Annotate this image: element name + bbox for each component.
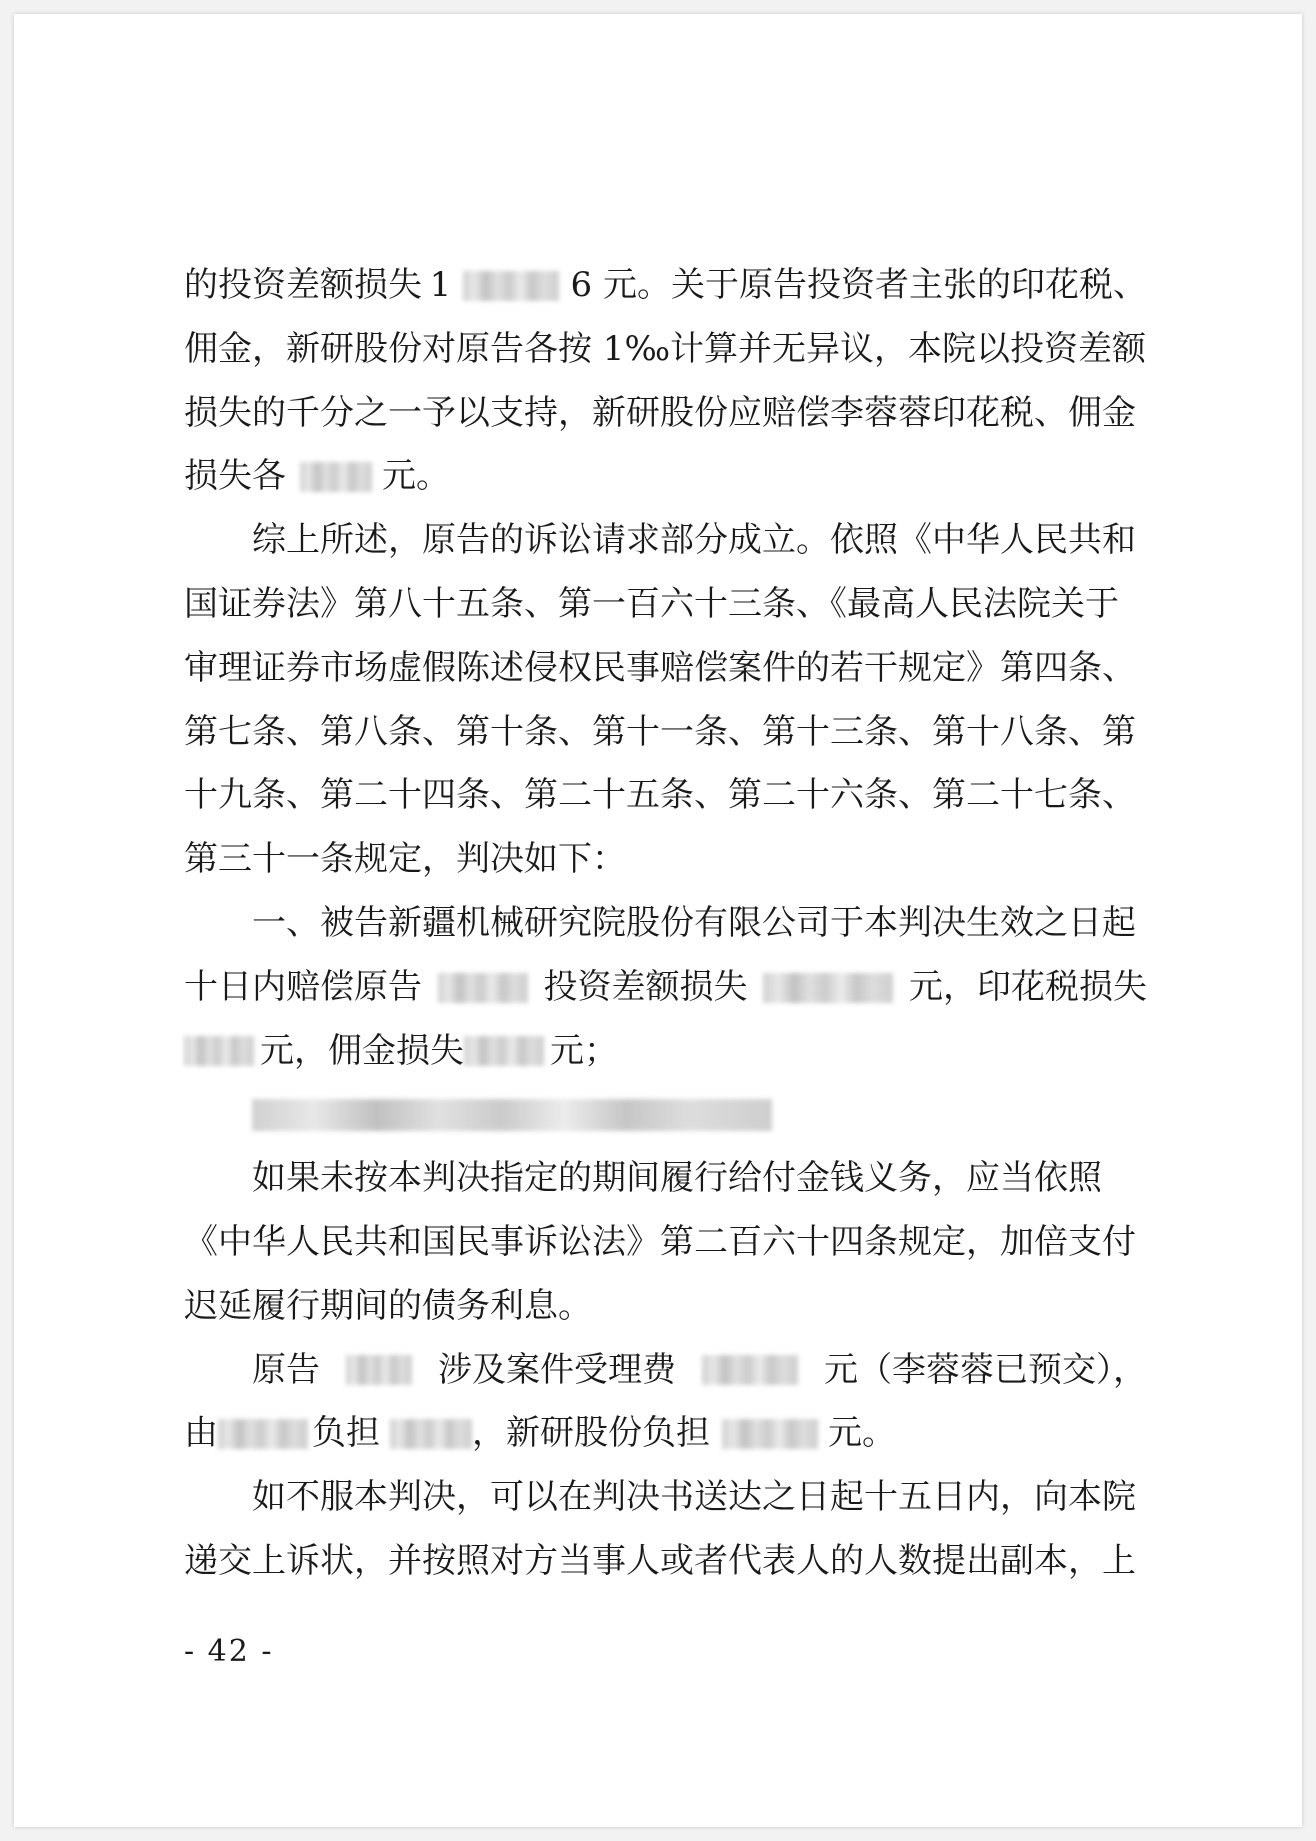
redacted-amount	[702, 1355, 798, 1385]
redacted-amount	[763, 973, 893, 1003]
text-line-3: 损失的千分之一予以支持，新研股份应赔偿李蓉蓉印花税、佣金	[184, 392, 1136, 433]
text-line-14-redacted	[184, 1083, 1147, 1147]
judgment-body	[184, 254, 1147, 1594]
redacted-amount	[184, 1036, 254, 1066]
text-line-9: 十九条、第二十四条、第二十五条、第二十六条、第二十七条、	[184, 775, 1136, 816]
redacted-amount	[722, 1419, 818, 1449]
redacted-amount	[463, 271, 559, 301]
text-line-4: 损失各 元。	[184, 456, 450, 497]
text-line-19: 由 负担 ，新研股份负担 元。	[184, 1413, 896, 1454]
text-line-21: 递交上诉状，并按照对方当事人或者代表人的人数提出副本，上	[184, 1540, 1136, 1581]
text-line-7: 审理证券市场虚假陈述侵权民事赔偿案件的若干规定》第四条、	[184, 647, 1136, 688]
text-line-5: 综上所述，原告的诉讼请求部分成立。依照《中华人民共和	[252, 520, 1136, 561]
redacted-amount	[464, 1036, 544, 1066]
text-line-8: 第七条、第八条、第十条、第十一条、第十三条、第十八条、第	[184, 711, 1136, 752]
redacted-line	[252, 1099, 772, 1131]
text-line-11: 一、被告新疆机械研究院股份有限公司于本判决生效之日起	[252, 902, 1136, 943]
redacted-name	[218, 1419, 308, 1449]
text-line-13: 元，佣金损失 元；	[184, 1020, 1147, 1084]
text-line-12: 十日内赔偿原告 投资差额损失 元，印花税损失	[184, 966, 1147, 1007]
redacted-name	[346, 1355, 412, 1385]
text-line-18: 原告 涉及案件受理费 元（李蓉蓉已预交），	[252, 1349, 1147, 1390]
text-line-15: 如果未按本判决指定的期间履行给付金钱义务，应当依照	[252, 1158, 1102, 1199]
text-line-6: 国证券法》第八十五条、第一百六十三条、《最高人民法院关于	[184, 583, 1119, 624]
text-line-20: 如不服本判决，可以在判决书送达之日起十五日内，向本院	[252, 1477, 1136, 1518]
text-line-1: 的投资差额损失 1 6 元。关于原告投资者主张的印花税、	[184, 265, 1147, 305]
redacted-amount	[390, 1419, 472, 1449]
document-page	[14, 14, 1302, 1827]
text-line-17: 迟延履行期间的债务利息。	[184, 1285, 592, 1326]
text-line-16: 《中华人民共和国民事诉讼法》第二百六十四条规定，加倍支付	[184, 1221, 1136, 1262]
text-line-10: 第三十一条规定，判决如下：	[184, 839, 626, 880]
redacted-name	[438, 973, 528, 1003]
page-number: - 42 -	[184, 1634, 274, 1669]
redacted-amount	[300, 462, 372, 492]
text-line-2: 佣金，新研股份对原告各按 1‰计算并无异议，本院以投资差额	[184, 328, 1147, 369]
